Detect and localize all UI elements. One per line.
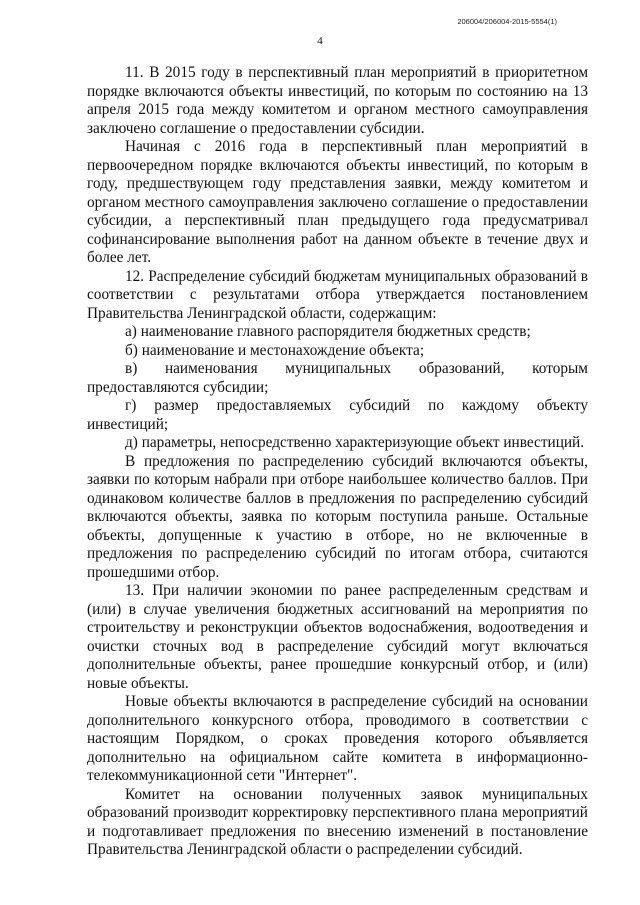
paragraph-committee: Комитет на основании полученных заявок муниципальных образований производит корректировку перспективного плана мероприятий и подготавливает предложения по внесению изменений в постановление Правительства Ленинградской области о распределении субсидий. — [87, 785, 588, 858]
paragraph-proposals: В предложения по распределению субсидий включаются объекты, заявки по которым набрали при отборе наибольшее количество баллов. При одинаковом количестве баллов в предложения по распределению субсидий включаются объекты, заявка по которым поступила раньше. Остальные объекты, допущенные к участию в отборе, но не включенные в предложения по распределению субсидий по итогам отбора, считаются прошедшими отбор. — [87, 452, 588, 581]
page-number: 4 — [317, 35, 323, 47]
paragraph-starting-2016: Начиная с 2016 года в перспективный план мероприятий в первоочередном порядке включаются объекты инвестиций, по которым в году, предшествующем году представления заявки, между комитетом и органом местного самоуправления заключено соглашение о предоставлении субсидии, а перспективный план предыдущего года предусматривал софинансирование выполнения работ на данном объекте в течение двух и более лет. — [87, 138, 588, 266]
list-item-b: б) наименование и местонахождение объекта; — [125, 341, 425, 359]
paragraph-12: 12. Распределение субсидий бюджетам муниципальных образований в соответствии с результатами отбора утверждается постановлением Правительства Ленинградской области, содержащим: — [87, 267, 588, 322]
paragraph-13: 13. При наличии экономии по ранее распределенным средствам и (или) в случае увеличения бюджетных ассигнований на мероприятия по строительству и реконструкции объектов водоснабжения, водоотведения и очистки сточных вод в распределение субсидий могут включаться дополнительные объекты, ранее прошедшие конкурсный отбор, и (или) новые объекты. — [87, 582, 588, 692]
document-id: 206004/206004-2015-5554(1) — [457, 17, 557, 26]
document-body — [87, 64, 588, 860]
list-item-d: д) параметры, непосредственно характеризующие объект инвестиций. — [125, 434, 585, 451]
list-item-a: а) наименование главного распорядителя бюджетных средств; — [125, 323, 531, 340]
paragraph-11: 11. В 2015 году в перспективный план мероприятий в приоритетном порядке включаются объекты инвестиций, по которым по состоянию на 13 апреля 2015 года между комитетом и органом местного самоуправления заключено соглашение о предоставлении субсидии. — [87, 64, 588, 137]
paragraph-new-objects: Новые объекты включаются в распределение субсидий на основании дополнительного конкурсного отбора, проводимого в соответствии с настоящим Порядком, о сроках проведения которого объявляется дополнительно на официальном сайте комитета в информационно-телекоммуникационной сети "Интернет". — [87, 693, 588, 784]
list-item-g: г) размер предоставляемых субсидий по каждому объекту инвестиций; — [87, 397, 588, 433]
list-item-v: в) наименования муниципальных образований, которым предоставляются субсидии; — [87, 360, 588, 396]
